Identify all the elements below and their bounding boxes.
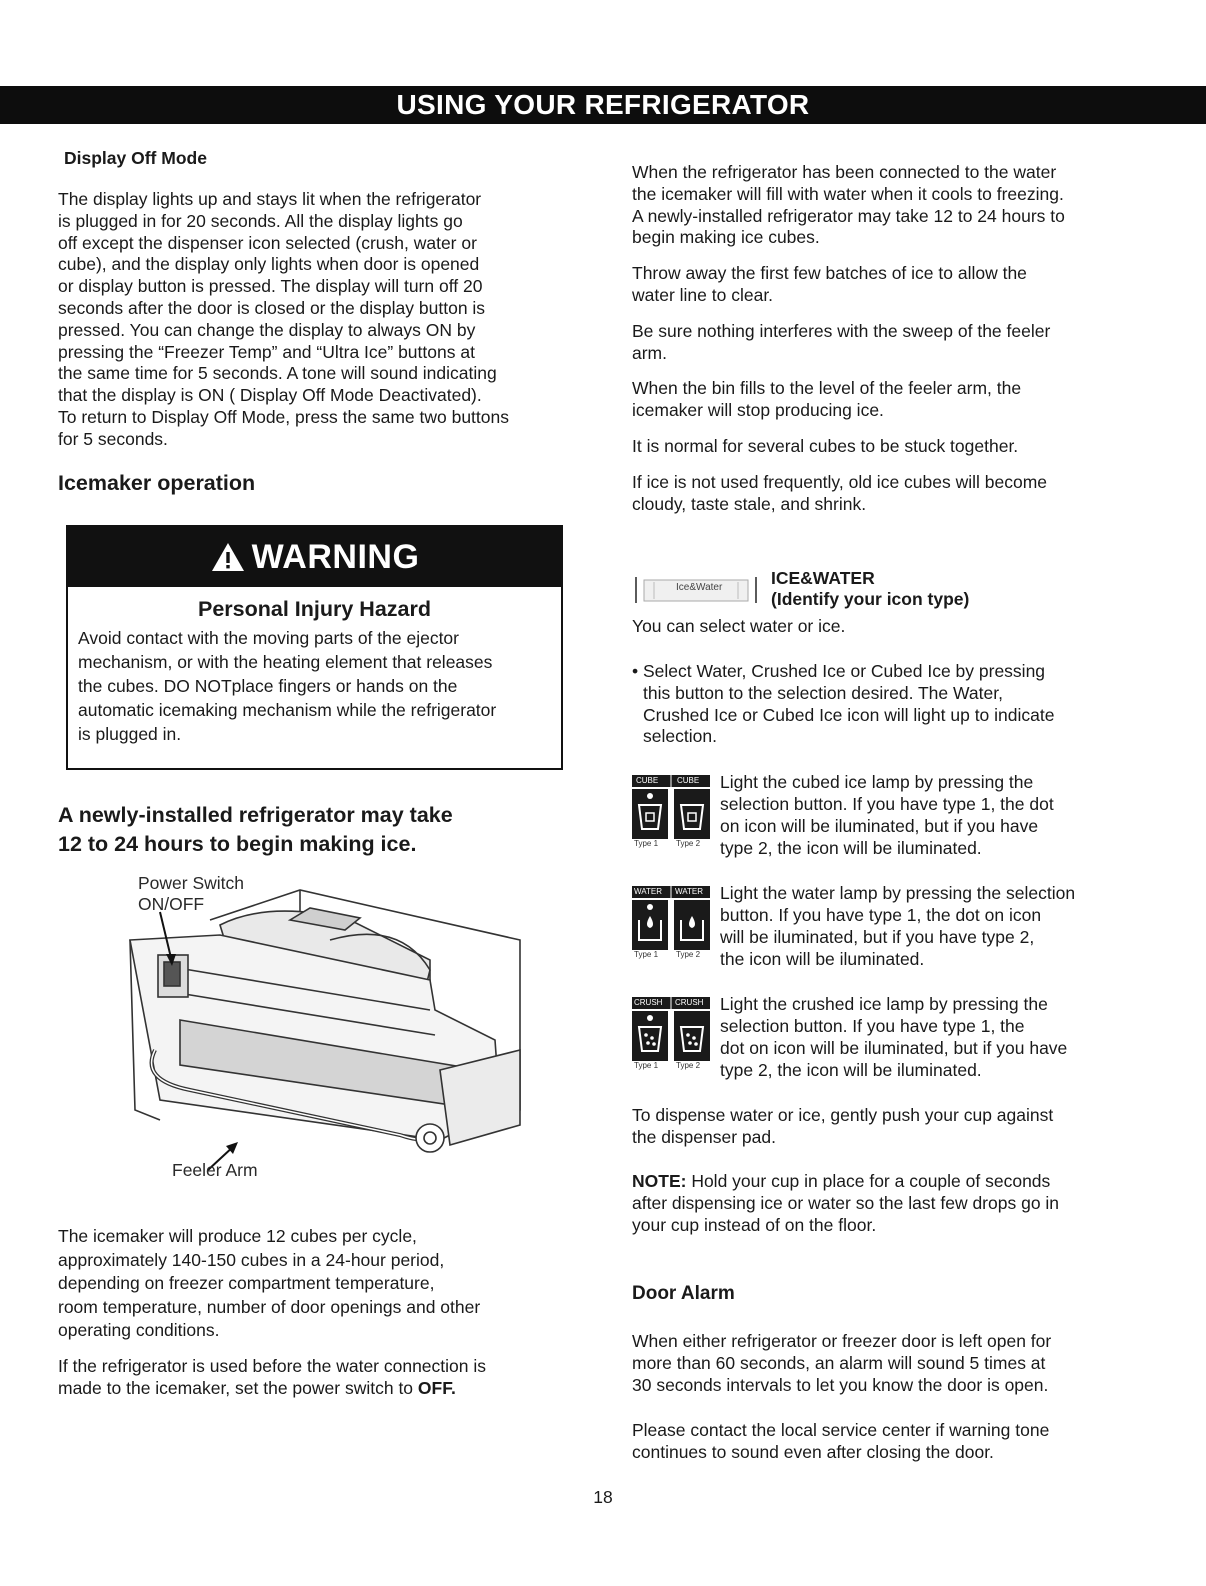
throw-away-text: Throw away the first few batches of ice to allow the water line to clear.: [632, 263, 1027, 305]
bin-fills-text: When the bin fills to the level of the feeler arm, the icemaker will stop producing ice.: [632, 378, 1022, 421]
warning-subtitle: Personal Injury Hazard: [198, 597, 431, 621]
select-bullet-text: • Select Water, Crushed Ice or Cubed Ice by pressing this button to the selection desired. The Water, Crushed Ice or Cubed Ice icon will light up to indicate selection.: [632, 661, 1055, 747]
warning-text: Avoid contact with the moving parts of the ejector mechanism, or with the heating element that releases the cubes. DO NOTplace fingers or hands on the automatic icemaking mechanism while the refrigerator is plugged in.: [78, 628, 497, 744]
new-fridge-heading: A newly-installed refrigerator may take 12 to 24 hours to begin making ice.: [58, 803, 453, 856]
power-switch-off-text: If the refrigerator is used before the water connection is made to the icemaker, set the power switch to OFF.: [58, 1356, 487, 1398]
water-icon-pair: [630, 886, 715, 966]
display-off-text: The display lights up and stays lit when the refrigerator is plugged in for 20 seconds. All the display lights go off except the dispenser icon selected (crush, water or cube), and the display only lights when door is opened or display button is pressed. The display will turn off 20 seconds after the door is closed or the display button is pressed. You can change the display to always ON by pressing the “Freezer Temp” and “Ultra Ice” buttons at the same time for 5 seconds. A tone will sound indicating that the display is ON ( Display Off Mode Deactivated). To return to Display Off Mode, press the same two buttons for 5 seconds.: [58, 189, 510, 449]
cubes-per-cycle-text: The icemaker will produce 12 cubes per cycle, approximately 140-150 cubes in a 24-hour period, depending on freezer compartment temperature, room temperature, number of door openings and other operating conditions.: [58, 1226, 481, 1340]
ice-water-button-graphic: [632, 573, 760, 607]
left-column: [58, 148, 568, 496]
crush-icon-pair: [630, 997, 715, 1077]
warning-box: [66, 525, 563, 770]
icemaker-illustration: [100, 873, 540, 1180]
note-label: NOTE:: [632, 1171, 687, 1191]
water-type1-label: Type 1: [634, 950, 659, 959]
water-icon-row: [630, 882, 1190, 978]
water-instruction-text: Light the water lamp by pressing the selection button. If you have type 1, the dot on icon will be iluminated, but if you have type 2, the icon will be iluminated.: [720, 883, 1076, 969]
cube-tag-2: CUBE: [677, 776, 700, 785]
note-text: NOTE: Hold your cup in place for a couple of seconds after dispensing ice or water so the last few drops go in your cup instead of on the floor.: [632, 1171, 1060, 1235]
ice-water-heading: ICE&WATER (Identify your icon type): [771, 568, 970, 609]
cube-icon-row: [630, 771, 1190, 867]
crush-type1-label: Type 1: [634, 1061, 659, 1070]
crush-tag-2: CRUSH: [675, 998, 704, 1007]
old-ice-text: If ice is not used frequently, old ice cubes will become cloudy, taste stale, and shrink.: [632, 471, 1048, 514]
contact-service-text: Please contact the local service center if warning tone continues to sound even after closing the door.: [632, 1420, 1050, 1462]
cube-icon-pair: [630, 775, 715, 855]
warning-triangle-icon: [210, 541, 246, 573]
select-water-ice-text: You can select water or ice.: [632, 616, 846, 636]
display-off-heading: Display Off Mode: [64, 148, 207, 168]
power-switch-label: Power Switch ON/OFF: [138, 873, 245, 914]
icemaker-heading: Icemaker operation: [58, 470, 256, 495]
door-alarm-heading: Door Alarm: [632, 1283, 735, 1304]
crush-tag-1: CRUSH: [634, 998, 663, 1007]
dispense-text: To dispense water or ice, gently push your cup against the dispenser pad.: [632, 1105, 1054, 1147]
water-connected-text: When the refrigerator has been connected to the water the icemaker will fill with water when it cools to freezing. A newly-installed refrigerator may take 12 to 24 hours to begin making ice cubes.: [632, 162, 1065, 248]
cube-tag-1: CUBE: [636, 776, 659, 785]
right-column-intro: [632, 162, 1132, 515]
warning-title: WARNING: [251, 537, 420, 576]
crush-icon-row: [630, 993, 1190, 1089]
feeler-sweep-text: Be sure nothing interferes with the sweep of the feeler arm.: [632, 320, 1051, 363]
door-alarm-text: When either refrigerator or freezer door is left open for more than 60 seconds, an alarm will sound 5 times at 30 seconds intervals to let you know the door is open.: [632, 1331, 1052, 1395]
water-tag-1: WATER: [634, 887, 662, 896]
cube-type2-label: Type 2: [676, 839, 701, 848]
feeler-arm-label: Feeler Arm: [172, 1160, 258, 1180]
water-type2-label: Type 2: [676, 950, 701, 959]
crush-type2-label: Type 2: [676, 1061, 701, 1070]
page-number: 18: [593, 1487, 613, 1507]
ice-water-button-label: Ice&Water: [676, 582, 723, 593]
icemaker-drawing: [100, 880, 540, 1180]
warning-header: [68, 527, 561, 587]
water-tag-2: WATER: [675, 887, 703, 896]
cubes-stuck-text: It is normal for several cubes to be stuck together.: [632, 435, 1019, 456]
cube-type1-label: Type 1: [634, 839, 659, 848]
page-banner: USING YOUR REFRIGERATOR: [0, 86, 1206, 124]
cube-instruction-text: Light the cubed ice lamp by pressing the selection button. If you have type 1, the dot on icon will be iluminated, but if you have type 2, the icon will be iluminated.: [720, 772, 1054, 858]
crush-instruction-text: Light the crushed ice lamp by pressing the selection button. If you have type 1, the dot on icon will be iluminated, but if you have type 2, the icon will be iluminated.: [720, 994, 1068, 1080]
